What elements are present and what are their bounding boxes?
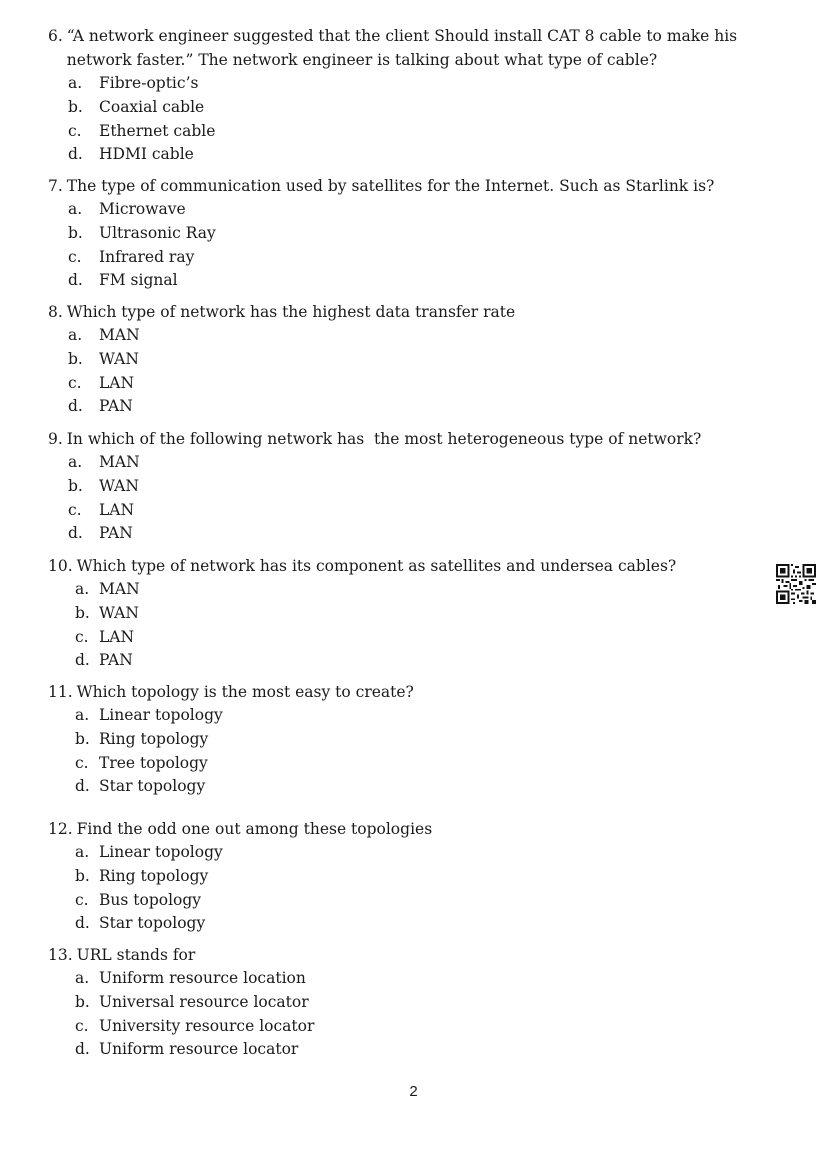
question-body: In which of the following network has the most heterogeneous type of network? — [66, 430, 702, 448]
option-c — [48, 120, 778, 144]
option-b — [48, 348, 778, 372]
option-text: Microwave — [99, 200, 186, 218]
question-text — [48, 24, 778, 72]
option-text: Ring topology — [99, 729, 209, 748]
option-c — [48, 1015, 778, 1039]
question-number: 12. — [48, 820, 73, 838]
option-letter: a. — [75, 843, 90, 861]
option-list — [48, 324, 778, 419]
option-letter: a. — [75, 580, 90, 598]
option-text: Uniform resource locator — [99, 1040, 299, 1059]
option-list — [48, 72, 778, 167]
question-number: 9. — [48, 430, 63, 448]
question-text — [48, 427, 778, 451]
question-number: 6. — [48, 27, 63, 45]
option-list — [48, 841, 778, 936]
page-number: 2 — [409, 1083, 418, 1100]
question-number: 7. — [48, 177, 63, 195]
option-a — [48, 324, 778, 348]
option-c — [48, 372, 778, 396]
option-b — [48, 991, 778, 1015]
option-text: Ultrasonic Ray — [99, 223, 216, 242]
option-text: Universal resource locator — [99, 992, 309, 1011]
qr-code-icon — [776, 564, 816, 604]
option-letter: b. — [68, 349, 83, 368]
option-text: Ethernet cable — [99, 121, 216, 140]
option-text: Ring topology — [99, 866, 209, 885]
option-letter: b. — [68, 223, 83, 242]
option-text: MAN — [99, 326, 140, 344]
question-7 — [48, 174, 778, 293]
option-letter: c. — [75, 1016, 89, 1035]
option-text: Star topology — [99, 914, 206, 933]
question-number: 10. — [48, 557, 73, 575]
option-letter: c. — [75, 627, 89, 646]
question-text — [48, 817, 778, 841]
option-letter: d. — [75, 1040, 90, 1059]
option-letter: d. — [75, 777, 90, 796]
option-text: Bus topology — [99, 890, 202, 909]
option-letter: c. — [68, 373, 82, 392]
option-d — [48, 912, 778, 936]
option-letter: b. — [75, 603, 90, 622]
option-b — [48, 602, 778, 626]
option-text: Tree topology — [99, 753, 208, 772]
option-text: Linear topology — [99, 706, 223, 724]
option-text: WAN — [99, 476, 139, 495]
option-a — [48, 72, 778, 96]
question-text — [48, 554, 778, 578]
option-a — [48, 451, 778, 475]
option-text: Coaxial cable — [99, 97, 205, 116]
option-list — [48, 578, 778, 673]
option-d — [48, 395, 778, 419]
option-a — [48, 841, 778, 865]
option-text: WAN — [99, 603, 139, 622]
option-c — [48, 499, 778, 523]
option-d — [48, 775, 778, 799]
option-letter: d. — [68, 524, 83, 543]
question-12 — [48, 817, 778, 936]
option-letter: a. — [68, 453, 83, 471]
option-letter: b. — [75, 992, 90, 1011]
option-letter: a. — [75, 706, 90, 724]
question-body: Find the odd one out among these topologies — [76, 820, 433, 838]
option-text: Star topology — [99, 777, 206, 796]
option-b — [48, 728, 778, 752]
option-letter: a. — [68, 74, 83, 92]
question-text — [48, 300, 778, 324]
option-text: Linear topology — [99, 843, 223, 861]
option-text: Fibre-optic’s — [99, 74, 199, 92]
option-text: LAN — [99, 500, 135, 519]
option-letter: c. — [75, 890, 89, 909]
question-body: URL stands for — [76, 946, 196, 964]
option-letter: d. — [75, 651, 90, 670]
option-c — [48, 626, 778, 650]
option-list — [48, 198, 778, 293]
option-d — [48, 143, 778, 167]
question-text — [48, 680, 778, 704]
option-c — [48, 889, 778, 913]
option-letter: b. — [75, 866, 90, 885]
option-letter: b. — [68, 476, 83, 495]
option-list — [48, 451, 778, 546]
question-text — [48, 174, 778, 198]
option-letter: a. — [68, 200, 83, 218]
option-a — [48, 704, 778, 728]
option-d — [48, 1038, 778, 1062]
option-letter: b. — [75, 729, 90, 748]
option-d — [48, 522, 778, 546]
option-text: PAN — [99, 397, 133, 416]
option-text: LAN — [99, 373, 135, 392]
question-10 — [48, 554, 778, 673]
option-b — [48, 475, 778, 499]
option-b — [48, 96, 778, 120]
option-letter: c. — [68, 247, 82, 266]
option-letter: c. — [68, 121, 82, 140]
option-letter: d. — [68, 397, 83, 416]
option-text: LAN — [99, 627, 135, 646]
option-text: HDMI cable — [99, 145, 194, 164]
option-text: MAN — [99, 580, 140, 598]
question-13 — [48, 943, 778, 1062]
option-letter: a. — [68, 326, 83, 344]
question-number: 8. — [48, 303, 63, 321]
option-text: Uniform resource location — [99, 969, 306, 987]
option-letter: c. — [68, 500, 82, 519]
question-body: The type of communication used by satellites for the Internet. Such as Starlink is? — [66, 177, 715, 195]
option-letter: d. — [68, 271, 83, 290]
question-11 — [48, 680, 778, 799]
option-a — [48, 967, 778, 991]
option-letter: a. — [75, 969, 90, 987]
option-letter: c. — [75, 753, 89, 772]
question-body: “A network engineer suggested that the client Should install CAT 8 cable to make his network faster.” The network engineer is talking about what type of cable? — [66, 27, 738, 69]
question-9 — [48, 427, 778, 546]
option-c — [48, 246, 778, 270]
option-letter: d. — [75, 914, 90, 933]
option-d — [48, 269, 778, 293]
option-text: WAN — [99, 349, 139, 368]
question-body: Which type of network has its component as satellites and undersea cables? — [76, 557, 677, 575]
question-body: Which topology is the most easy to create? — [76, 683, 414, 701]
option-text: PAN — [99, 524, 133, 543]
option-text: Infrared ray — [99, 247, 195, 266]
option-list — [48, 704, 778, 799]
option-b — [48, 865, 778, 889]
option-b — [48, 222, 778, 246]
option-text: PAN — [99, 651, 133, 670]
question-8 — [48, 300, 778, 419]
option-c — [48, 752, 778, 776]
question-number: 13. — [48, 946, 73, 964]
option-a — [48, 578, 778, 602]
option-a — [48, 198, 778, 222]
option-text: University resource locator — [99, 1016, 315, 1035]
option-list — [48, 967, 778, 1062]
option-d — [48, 649, 778, 673]
question-6 — [48, 24, 778, 167]
option-letter: b. — [68, 97, 83, 116]
question-number: 11. — [48, 683, 73, 701]
question-body: Which type of network has the highest data transfer rate — [66, 303, 516, 321]
option-text: MAN — [99, 453, 140, 471]
question-text — [48, 943, 778, 967]
option-letter: d. — [68, 145, 83, 164]
option-text: FM signal — [99, 271, 178, 290]
